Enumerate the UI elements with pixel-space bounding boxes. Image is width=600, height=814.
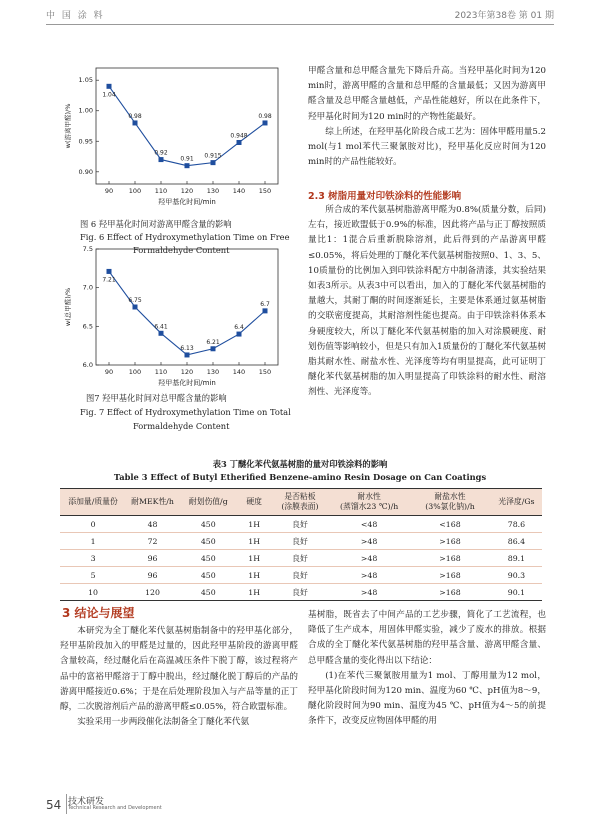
series-line	[109, 86, 265, 165]
data-label: 0.91	[180, 155, 194, 163]
section-3-right-column	[308, 608, 546, 730]
table-cell: 450	[179, 567, 238, 584]
data-label: 7.21	[102, 276, 116, 284]
right-column-top	[308, 64, 546, 170]
figure-7-caption-cn: 图7 羟甲基化时间对总甲醛含量的影响	[86, 393, 227, 403]
table-cell: <48	[329, 516, 409, 533]
table-cell: 450	[179, 584, 238, 601]
table-cell: 良好	[271, 533, 329, 550]
table-cell: >168	[409, 533, 491, 550]
figure-7	[60, 245, 285, 391]
table-cell: 90.3	[491, 567, 542, 584]
table-cell: 1H	[238, 584, 271, 601]
section-3-title: 3 结论与展望	[62, 606, 135, 620]
data-label: 6.21	[206, 338, 220, 346]
section-3-left-column	[60, 624, 298, 730]
table-cell: 1H	[238, 516, 271, 533]
col-header: 添加量/质量份	[60, 489, 126, 516]
data-point	[211, 346, 216, 351]
data-point	[159, 331, 164, 336]
x-tick-label: 140	[232, 368, 246, 376]
y-axis-label: w(总甲醛)/%	[64, 287, 72, 327]
table-row	[60, 567, 542, 584]
table-cell: 良好	[271, 516, 329, 533]
table-cell: 1	[60, 533, 126, 550]
table-cell: 1H	[238, 567, 271, 584]
data-label: 0.92	[154, 149, 168, 157]
section-2-3-title: 2.3 树脂用量对印铁涂料的性能影响	[308, 191, 462, 202]
paragraph: 基树脂，既省去了中间产品的工艺步骤，简化了工艺流程，也降低了生产成本，用固体甲醛实验，减少了废水的排放。根据合成的全丁醚化苯代氨基树脂的羟甲基含量、游离甲醛含量、总甲醛含量的变化得出以下结论：	[308, 610, 546, 666]
y-tick-label: 6.5	[82, 322, 93, 331]
x-tick-label: 100	[128, 368, 142, 376]
table-cell: >48	[329, 550, 409, 567]
data-point	[107, 84, 112, 89]
table-cell: 96	[126, 550, 179, 567]
table-3-title-en: Table 3 Effect of Butyl Etherified Benzene-amino Resin Dosage on Can Coatings	[113, 472, 487, 482]
col-header: 光泽度/Gs	[491, 489, 542, 516]
running-header	[46, 6, 554, 22]
issue-info: 2023年第38卷 第 01 期	[454, 11, 554, 21]
table-cell: 72	[126, 533, 179, 550]
table-cell: 良好	[271, 550, 329, 567]
table-cell: >168	[409, 584, 491, 601]
paragraph: 综上所述，在羟甲基化阶段合成工艺为：固体甲醛用量5.2 mol(与1 mol苯代三聚氰胺对比)，羟甲基化反应时间为120 min时的产品性能较好。	[308, 126, 546, 168]
col-header: 耐MEK性/h	[126, 489, 179, 516]
table-cell: >168	[409, 567, 491, 584]
y-tick-label: 0.95	[78, 137, 93, 146]
data-point	[133, 305, 138, 310]
table-cell: 1H	[238, 533, 271, 550]
x-tick-label: 120	[180, 368, 194, 376]
data-label: 1.04	[102, 91, 116, 99]
y-tick-label: 6.0	[82, 361, 93, 369]
table-cell: 78.6	[491, 516, 542, 533]
x-tick-label: 110	[154, 368, 168, 376]
data-label: 6.75	[128, 297, 142, 304]
table-cell: 450	[179, 533, 238, 550]
figure-7-caption-en-2: Formaldehyde Content	[133, 421, 230, 431]
x-tick-label: 130	[206, 187, 220, 195]
y-tick-label: 1.05	[78, 76, 93, 85]
table-row	[60, 516, 542, 533]
header-rule	[46, 24, 554, 25]
data-label: 6.13	[180, 344, 194, 352]
table-cell: 10	[60, 584, 126, 601]
y-tick-label: 0.90	[78, 167, 93, 176]
data-point	[185, 352, 190, 357]
data-point	[133, 120, 138, 125]
figure-7-chart	[60, 245, 285, 391]
table-3-title-cn: 表3 丁醚化苯代氨基树脂的量对印铁涂料的影响	[212, 459, 388, 469]
x-tick-label: 90	[104, 187, 114, 195]
figure-6-caption-cn: 图 6 羟甲基化时间对游离甲醛含量的影响	[80, 219, 232, 229]
table-header-row	[60, 489, 542, 516]
data-label: 6.7	[260, 300, 270, 308]
data-label: 6.41	[154, 323, 168, 331]
col-header: 是否粘板 (涂膜表面)	[271, 489, 329, 516]
data-point	[159, 157, 164, 162]
data-label: 6.4	[234, 324, 244, 332]
col-header: 耐水性 (蒸馏水23 ℃)/h	[329, 489, 409, 516]
paragraph: 所合成的苯代氨基树脂游离甲醛为0.8%(质量分数，后同)左右，接近欧盟低于0.9%的标准，因此将产品与正丁醇按照质量比1：1混合后重新脱除溶剂，此后得到的产品游离甲醛≤0.05%，将后处理的丁醚化苯代氨基树脂按照0、1、3、5、10质量份的比例加入到印铁涂料配方中制备清漆，其实验结果如表3所示。从表3中可以看出，加入的丁醚化苯代氨基树脂的量越大，其耐丁酮的时间逐渐延长，主要是体系通过氨基树脂的交联密度提高，其耐溶剂性能也提高。由于印铁涂料体系本身硬度较大，所以丁醚化苯代氨基树脂的加入对涂膜硬度、耐划伤值等影响较小，但是只有加入1质量份的丁醚化苯代氨基树脂其耐水性、耐盐水性、光泽度等均有明显提高，此可证明丁醚化苯代氨基树脂的加入明显提高了印铁涂料的耐水性、耐溶剂性、光泽度等。	[308, 205, 546, 398]
data-point	[211, 160, 216, 165]
data-label: 0.915	[204, 152, 222, 160]
table-cell: 96	[126, 567, 179, 584]
table-cell: 3	[60, 550, 126, 567]
table-cell: >48	[329, 567, 409, 584]
table-cell: 5	[60, 567, 126, 584]
col-header: 耐盐水性 (3%氯化钠)/h	[409, 489, 491, 516]
table-cell: 48	[126, 516, 179, 533]
y-tick-label: 1.00	[78, 106, 93, 115]
col-header: 硬度	[238, 489, 271, 516]
x-axis-label: 羟甲基化时间/min	[158, 379, 216, 387]
data-point	[107, 269, 112, 274]
page-number: 54	[46, 798, 62, 812]
paragraph: 本研究为全丁醚化苯代氨基树脂制备中的羟甲基化部分，羟甲基阶段加入的甲醛是过量的，因此羟甲基阶段的游离甲醛含量较高，经过醚化后在高温减压条件下脱丁醇，该过程将产品中的富裕甲醛溶于丁醇中脱出，经过醚化脱丁醇后的产品的游离甲醛接近0.6%；于是在后处理阶段加入与产品等量的正丁醇，二次脱溶剂后产品的游离甲醛≤0.05%，符合欧盟标准。	[60, 626, 298, 713]
x-axis-label: 羟甲基化时间/min	[158, 198, 216, 206]
paragraph: 甲醛含量和总甲醛含量先下降后升高。当羟甲基化时间为120 min时，游离甲醛的含量和总甲醛的含量最低；又因为游离甲醛含量及总甲醛含量越低，产品性能越好，所以在此条件下，羟甲基化时间为120 min时的产物性能最好。	[308, 66, 546, 122]
footer-column-name-en: Technical Research and Development	[68, 805, 162, 811]
table-cell: >48	[329, 533, 409, 550]
x-tick-label: 130	[206, 368, 220, 376]
data-label: 0.948	[230, 132, 248, 140]
table-cell: >48	[329, 584, 409, 601]
figure-6-caption-en-2: Formaldehyde Content	[133, 245, 230, 255]
table-cell: 良好	[271, 584, 329, 601]
data-point	[263, 308, 268, 313]
data-point	[185, 163, 190, 168]
data-label: 0.98	[258, 112, 272, 120]
table-row	[60, 533, 542, 550]
x-tick-label: 150	[258, 187, 272, 195]
data-point	[263, 120, 268, 125]
table-row	[60, 550, 542, 567]
journal-name: 中 国 涂 料	[46, 11, 105, 21]
series-line	[109, 271, 265, 355]
table-cell: 86.4	[491, 533, 542, 550]
x-tick-label: 90	[104, 368, 114, 376]
figure-6	[60, 64, 285, 214]
col-header: 耐划伤值/g	[179, 489, 238, 516]
x-tick-label: 150	[258, 368, 272, 376]
table-cell: 0	[60, 516, 126, 533]
x-tick-label: 140	[232, 187, 246, 195]
table-cell: 良好	[271, 567, 329, 584]
table-cell: 450	[179, 550, 238, 567]
paragraph: 实验采用一步两段催化法制备全丁醚化苯代氨	[77, 717, 250, 728]
x-tick-label: 120	[180, 187, 194, 195]
right-column-body	[308, 203, 546, 401]
footer-column-name: 技术研发	[68, 797, 105, 807]
y-tick-label: 7.5	[82, 245, 93, 253]
table-row	[60, 584, 542, 601]
x-tick-label: 100	[128, 187, 142, 195]
figure-7-caption-en: Fig. 7 Effect of Hydroxymethylation Time on Total	[80, 407, 291, 417]
y-tick-label: 7.0	[82, 283, 93, 292]
figure-6-chart	[60, 64, 285, 214]
table-cell: 89.1	[491, 550, 542, 567]
data-point	[237, 332, 242, 337]
table-cell: 90.1	[491, 584, 542, 601]
table-cell: 1H	[238, 550, 271, 567]
table-cell: >168	[409, 550, 491, 567]
data-label: 0.98	[128, 112, 142, 120]
footer-divider	[66, 794, 67, 814]
table-cell: <168	[409, 516, 491, 533]
x-tick-label: 110	[154, 187, 168, 195]
paragraph: (1)在苯代三聚氰胺用量为1 mol、丁醇用量为12 mol，羟甲基化阶段时间为120 min、温度为60 ℃、pH值为8～9，醚化阶段时间为90 min、温度为45 ℃、pH值为4～5的前提条件下，改变反应物固体甲醛的用	[308, 670, 546, 727]
table-3	[60, 488, 542, 601]
data-point	[237, 140, 242, 145]
y-axis-label: w(游离甲醛)/%	[64, 103, 72, 149]
table-cell: 450	[179, 516, 238, 533]
table-cell: 120	[126, 584, 179, 601]
figure-6-caption-en: Fig. 6 Effect of Hydroxymethylation Time on Free	[80, 232, 290, 242]
